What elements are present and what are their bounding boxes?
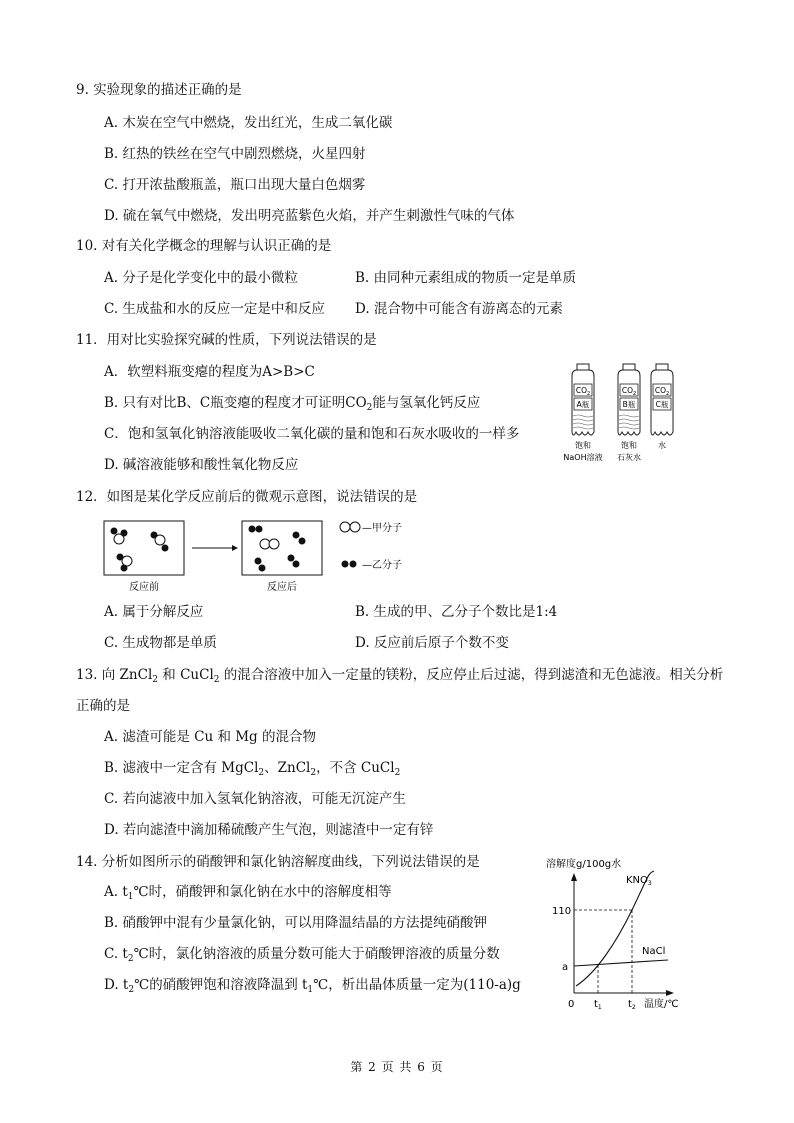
svg-text:CO2: $CO_2$ — [654, 386, 670, 397]
kno3-label: $KNO_3$ — [626, 875, 652, 887]
q13-stem: 13. 向 ZnCl$_2$ 和 CuCl$_2$ 的混合溶液中加入一定量的镁粉，反应停止后过滤，得到滤渣和无色滤液。相关分析 — [76, 667, 724, 685]
q11-option-d: D. 碱溶液能够和酸性氧化物反应 — [104, 457, 299, 473]
reaction-arrow — [192, 545, 238, 551]
origin-label: 0 — [568, 999, 575, 1010]
bottle-b — [618, 364, 640, 435]
page-footer: 第 2 页 共 6 页 — [350, 1060, 444, 1074]
q12-option-d: D. 反应前后原子个数不变 — [355, 635, 509, 651]
svg-text:NaOH溶液: NaOH溶液 — [563, 453, 603, 462]
q14-option-c: C. $t_2℃$时，氯化钠溶液的质量分数可能大于硝酸钾溶液的质量分数 — [104, 946, 500, 964]
q11-option-c: C．饱和氢氧化钠溶液能吸收二氧化碳的量和饱和石灰水吸收的一样多 — [104, 426, 520, 442]
q11-bottles-figure — [560, 362, 684, 466]
q12-stem: 12．如图是某化学反应前后的微观示意图，说法错误的是 — [76, 489, 418, 505]
svg-text:饱和: 饱和 — [621, 441, 637, 450]
q12-option-a: A. 属于分解反应 — [104, 604, 204, 620]
q13-option-c: C. 若向滤液中加入氢氧化钠溶液，可能无沉淀产生 — [104, 791, 406, 807]
nacl-curve — [574, 960, 668, 966]
q10-option-d: D. 混合物中可能含有游离态的元素 — [355, 301, 563, 317]
nacl-label: NaCl — [642, 946, 666, 957]
kno3-curve — [576, 871, 654, 986]
x-tick-t1: $t_1$ — [594, 999, 602, 1011]
bottle-a — [572, 364, 594, 435]
legend-molecule-a — [340, 521, 402, 534]
q13-stem-line2: 正确的是 — [76, 698, 130, 714]
svg-text:CO2: $CO_2$ — [575, 386, 591, 397]
q12-reaction-diagram — [100, 517, 430, 595]
q11-option-b: B. 只有对比B、C瓶变瘪的程度才可证明$CO_2$能与氢氧化钙反应 — [104, 395, 481, 413]
svg-text:C瓶: C瓶 — [655, 400, 669, 409]
q13-option-d: D. 若向滤渣中滴加稀硫酸产生气泡，则滤渣中一定有锌 — [104, 822, 434, 838]
y-tick-110: 110 — [552, 906, 572, 917]
q11-option-a: A．软塑料瓶变瘪的程度为A>B>C — [104, 364, 315, 380]
q10-option-a: A. 分子是化学变化中的最小微粒 — [104, 270, 298, 286]
q10-option-c: C. 生成盐和水的反应一定是中和反应 — [104, 301, 325, 317]
q9-option-a: A. 木炭在空气中燃烧，发出红光，生成二氧化碳 — [104, 115, 393, 131]
q14-stem: 14. 分析如图所示的硝酸钾和氯化钠溶解度曲线，下列说法错误的是 — [76, 854, 480, 870]
q9-option-d: D. 硫在氧气中燃烧，发出明亮蓝紫色火焰，并产生刺激性气味的气体 — [104, 208, 515, 224]
q14-option-d: D. $t_2℃$的硝酸钾饱和溶液降温到 $t_1℃$，析出晶体质量一定为(110-a)g — [104, 977, 521, 995]
y-tick-a: a — [562, 962, 569, 973]
q14-option-b: B. 硝酸钾中混有少量氯化钠，可以用降温结晶的方法提纯硝酸钾 — [104, 915, 488, 931]
svg-text:反应后: 反应后 — [267, 582, 297, 593]
chart-xlabel: 温度/℃ — [644, 999, 679, 1010]
q12-option-b: B. 生成的甲、乙分子个数比是1:4 — [355, 604, 558, 620]
q14-option-a: A. $t_1℃$时，硝酸钾和氯化钠在水中的溶解度相等 — [104, 884, 392, 902]
chart-ylabel: 溶解度g/100g水 — [546, 859, 622, 870]
svg-text:CO2: $CO_2$ — [621, 386, 637, 397]
svg-text:反应前: 反应前 — [129, 582, 159, 593]
q10-option-b: B. 由同种元素组成的物质一定是单质 — [355, 270, 577, 286]
q11-stem: 11．用对比实验探究碱的性质，下列说法错误的是 — [76, 332, 377, 348]
bottle-c — [651, 364, 673, 435]
q13-option-a: A. 滤渣可能是 Cu 和 Mg 的混合物 — [104, 729, 316, 745]
svg-text:—甲分子: —甲分子 — [362, 523, 402, 534]
svg-text:B瓶: B瓶 — [622, 400, 636, 409]
q9-option-b: B. 红热的铁丝在空气中剧烈燃烧，火星四射 — [104, 146, 366, 162]
svg-text:—乙分子: —乙分子 — [362, 560, 402, 571]
q9-stem: 9. 实验现象的描述正确的是 — [76, 82, 242, 98]
q13-option-b: B. 滤液中一定含有 MgCl$_2$、ZnCl$_2$，不含 CuCl$_2$ — [104, 760, 401, 778]
svg-text:石灰水: 石灰水 — [617, 453, 641, 462]
svg-text:水: 水 — [658, 441, 666, 450]
svg-text:A瓶: A瓶 — [576, 400, 590, 409]
q12-option-c: C. 生成物都是单质 — [104, 635, 217, 651]
reaction-after-box — [242, 521, 322, 575]
legend-molecule-b — [342, 558, 403, 571]
q9-option-c: C. 打开浓盐酸瓶盖，瓶口出现大量白色烟雾 — [104, 177, 366, 193]
svg-text:饱和: 饱和 — [575, 441, 591, 450]
reaction-before-box — [104, 521, 184, 575]
q14-solubility-chart — [538, 853, 698, 1013]
x-tick-t2: $t_2$ — [628, 999, 636, 1011]
q10-stem: 10. 对有关化学概念的理解与认识正确的是 — [76, 238, 332, 254]
